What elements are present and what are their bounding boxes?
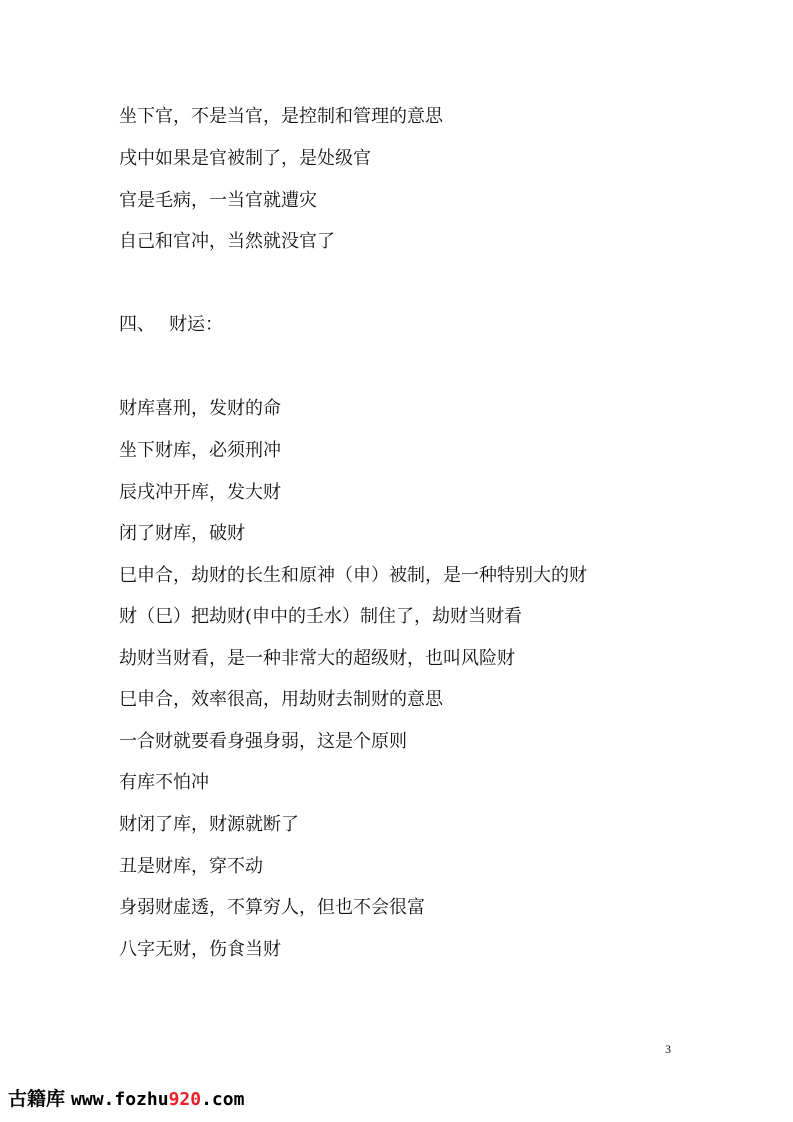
section-title: 财运：	[169, 314, 223, 335]
text-line: 八字无财，伤食当财	[119, 939, 281, 960]
text-line: 闭了财库，破财	[119, 523, 245, 544]
text-line: 财闭了库，财源就断了	[119, 814, 299, 835]
text-line: 辰戌冲开库，发大财	[119, 482, 281, 503]
site-watermark	[8, 1088, 244, 1112]
text-line: 财库喜刑，发财的命	[119, 398, 281, 419]
text-line: 有库不怕冲	[119, 772, 209, 793]
text-line: 官是毛病，一当官就遭灾	[119, 190, 317, 211]
text-line: 自己和官冲，当然就没官了	[119, 231, 335, 252]
text-line: 身弱财虚透，不算穷人，但也不会很富	[119, 897, 425, 918]
watermark-site-number: 920	[168, 1089, 202, 1110]
section-number: 四、	[119, 314, 155, 335]
page-number: 3	[665, 1042, 671, 1056]
watermark-site-prefix: www.fozhu	[71, 1089, 169, 1110]
text-line: 一合财就要看身强身弱，这是个原则	[119, 731, 407, 752]
section-heading	[119, 314, 223, 336]
text-line: 巳申合，效率很高，用劫财去制财的意思	[119, 689, 443, 710]
watermark-site-suffix: .com	[201, 1089, 245, 1110]
text-line: 劫财当财看，是一种非常大的超级财，也叫风险财	[119, 648, 515, 669]
text-line: 坐下官，不是当官，是控制和管理的意思	[119, 106, 443, 127]
text-line: 戌中如果是官被制了，是处级官	[119, 148, 371, 169]
text-line: 财（巳）把劫财(申中的壬水）制住了，劫财当财看	[119, 606, 523, 627]
text-line: 巳申合，劫财的长生和原神（申）被制，是一种特别大的财	[119, 565, 587, 586]
text-line: 坐下财库，必须刑冲	[119, 440, 281, 461]
text-line: 丑是财库，穿不动	[119, 856, 263, 877]
watermark-brand: 古籍库	[8, 1089, 66, 1110]
